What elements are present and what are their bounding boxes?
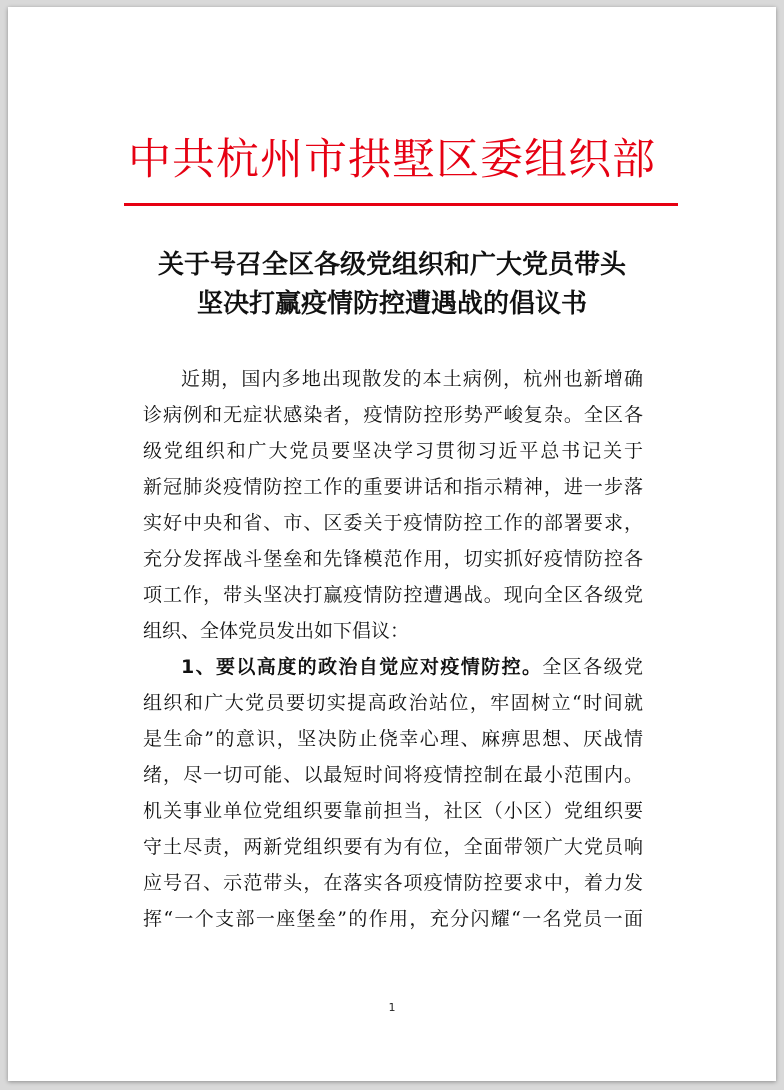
body-line: 守土尽责，两新党组织要有为有位，全面带领广大党员响 bbox=[143, 836, 643, 858]
red-divider bbox=[124, 203, 678, 206]
body-line: 实好中央和省、市、区委关于疫情防控工作的部署要求， bbox=[143, 512, 643, 534]
body-line: 应号召、示范带头，在落实各项疫情防控要求中，着力发 bbox=[143, 872, 643, 894]
body-line bbox=[143, 649, 643, 685]
body-line: 近期，国内多地出现散发的本土病例，杭州也新增确 bbox=[181, 368, 643, 390]
body-line-rest: 全区各级党 bbox=[542, 656, 643, 678]
body-line: 项工作，带头坚决打赢疫情防控遭遇战。现向全区各级党 bbox=[143, 584, 643, 606]
body-line: 新冠肺炎疫情防控工作的重要讲话和指示精神，进一步落 bbox=[143, 476, 643, 498]
body-line: 组织和广大党员要切实提高政治站位，牢固树立“时间就 bbox=[143, 692, 643, 714]
document-body bbox=[143, 361, 643, 937]
body-line: 绪，尽一切可能、以最短时间将疫情控制在最小范围内。 bbox=[143, 764, 643, 786]
page-number: 1 bbox=[388, 1001, 396, 1014]
body-line: 机关事业单位党组织要靠前担当，社区（小区）党组织要 bbox=[143, 800, 643, 822]
body-line: 诊病例和无症状感染者，疫情防控形势严峻复杂。全区各 bbox=[143, 404, 643, 426]
section-heading: 1、要以高度的政治自觉应对疫情防控。 bbox=[181, 656, 543, 678]
document-page bbox=[8, 7, 776, 1081]
body-line: 充分发挥战斗堡垒和先锋模范作用，切实抓好疫情防控各 bbox=[143, 548, 643, 570]
body-line: 是生命”的意识，坚决防止侥幸心理、麻痹思想、厌战情 bbox=[143, 728, 643, 750]
body-line: 组织、全体党员发出如下倡议： bbox=[143, 620, 410, 642]
organization-header: 中共杭州市拱墅区委组织部 bbox=[128, 135, 656, 185]
body-line: 挥“一个支部一座堡垒”的作用，充分闪耀“一名党员一面 bbox=[143, 908, 643, 930]
document-title-line-2: 坚决打赢疫情防控遭遇战的倡议书 bbox=[196, 289, 587, 319]
body-line: 级党组织和广大党员要坚决学习贯彻习近平总书记关于 bbox=[143, 440, 643, 462]
document-title-line-1: 关于号召全区各级党组织和广大党员带头 bbox=[157, 250, 626, 280]
